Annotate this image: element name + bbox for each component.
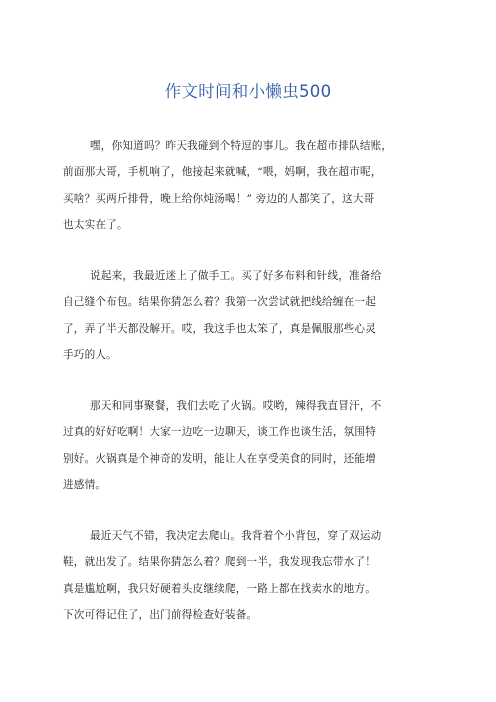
paragraph-line: 进感情。 (63, 479, 107, 492)
paragraph-line: 手巧的人。 (63, 349, 117, 362)
paragraph-4 (63, 523, 420, 629)
paragraph-line: 过真的好好吃啊！大家一边吃一边聊天，谈工作也谈生活，氛围特 (63, 426, 377, 439)
paragraph-1 (63, 133, 420, 239)
paragraph-line: 前面那大哥，手机响了，他接起来就喊，“喂，妈啊，我在超市呢， (63, 166, 382, 179)
paragraph-line: 自己缝个布包。结果你猜怎么着？我第一次尝试就把线给缠在一起 (63, 296, 377, 309)
paragraph-line: 说起来，我最近迷上了做手工。买了好多布料和针线，准备给 (90, 270, 382, 282)
paragraph-3 (63, 393, 420, 499)
paragraph-line: 也太实在了。 (63, 219, 128, 232)
paragraph-line: 别好。火锅真是个神奇的发明，能让人在享受美食的同时，还能增 (63, 452, 377, 465)
paragraph-2 (63, 263, 420, 369)
paragraph-line: 下次可得记住了，出门前得检查好装备。 (63, 609, 258, 622)
paragraph-line: 真是尴尬啊，我只好硬着头皮继续爬，一路上都在找卖水的地方。 (63, 582, 377, 595)
paragraph-line: 那天和同事聚餐，我们去吃了火锅。哎哟，辣得我直冒汗，不 (90, 400, 382, 412)
paragraph-line: 鞋，就出发了。结果你猜怎么着？爬到一半，我发现我忘带水了！ (63, 556, 377, 569)
document-title: 作文时间和小懒虫500 (164, 82, 332, 101)
paragraph-line: 买啥？买两斤排骨，晚上给你炖汤喝！” 旁边的人都笑了，这大哥 (63, 192, 375, 205)
paragraph-line: 嘿，你知道吗？昨天我碰到个特逗的事儿。我在超市排队结账， (90, 140, 393, 152)
paragraph-line: 最近天气不错，我决定去爬山。我背着个小背包，穿了双运动 (90, 530, 382, 542)
paragraph-line: 了，弄了半天都没解开。哎，我这手也太笨了，真是佩服那些心灵 (63, 322, 377, 335)
